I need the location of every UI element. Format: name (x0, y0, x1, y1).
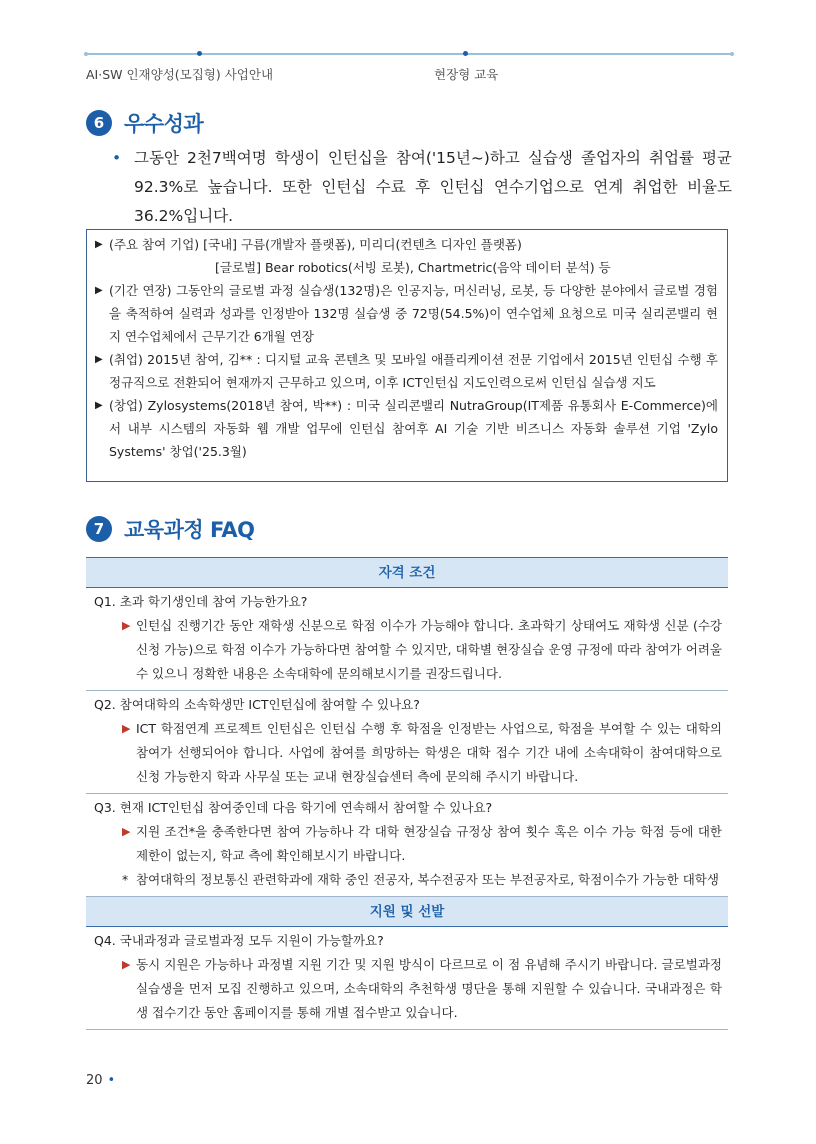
section-number-badge: 6 (86, 110, 112, 136)
faq-footnote (94, 868, 722, 892)
faq-question: Q2. 참여대학의 소속학생만 ICT인턴십에 참여할 수 있나요? (94, 697, 420, 712)
detail-item (95, 279, 718, 348)
header-rule (86, 53, 732, 55)
faq-table (86, 557, 728, 1030)
faq-footnote-text: 참여대학의 정보통신 관련학과에 재학 중인 전공자, 복수전공자 또는 부전공자로, 학점이수가 가능한 대학생 (136, 872, 719, 887)
triangle-bullet-icon: ▶ (122, 958, 131, 971)
triangle-bullet-icon: ▶ (95, 285, 103, 296)
triangle-bullet-icon: ▶ (95, 400, 103, 411)
header-rule-dot (197, 51, 202, 56)
footer-dot-icon: • (107, 1073, 116, 1088)
faq-answer-text: 동시 지원은 가능하나 과정별 지원 기간 및 지원 방식이 다르므로 이 점 유념해 주시기 바랍니다. 글로벌과정 실습생을 먼저 모집 진행하고 있으며, 소속대학의 추천학생 명단을 통해 지원할 수 있습니다. 국내과정은 학생 접수기간 동안 홈페이지를 통해 개별 접수받고 있습니다. (136, 957, 722, 1020)
faq-answer-text: 지원 조건*을 충족한다면 참여 가능하나 각 대학 현장실습 규정상 참여 횟수 혹은 이수 가능 학점 등에 대한 제한이 없는지, 학교 측에 확인해보시기 바랍니다. (136, 824, 722, 863)
faq-entry (86, 588, 728, 691)
detail-item (95, 394, 718, 463)
header-rule-dot (84, 52, 88, 56)
faq-entry (86, 691, 728, 794)
faq-category-header: 자격 조건 (86, 558, 728, 588)
faq-answer (94, 614, 722, 686)
detail-text: (취업) 2015년 참여, 김** : 디지털 교육 콘텐츠 및 모바일 애플리케이션 전문 기업에서 2015년 인턴십 수행 후 정규직으로 전환되어 현재까지 근무하고 있으며, 이후 ICT인턴십 지도인력으로써 인턴십 실습생 지도 (109, 352, 718, 390)
page-number: 20 (86, 1073, 103, 1088)
triangle-bullet-icon: ▶ (95, 239, 103, 250)
detail-item (95, 348, 718, 394)
faq-entry (86, 927, 728, 1030)
achievement-summary-text: 그동안 2천7백여명 학생이 인턴십을 참여('15년~)하고 실습생 졸업자의 취업률 평균 92.3%로 높습니다. 또한 인턴십 수료 후 인턴십 연수기업으로 연계 취업한 비율도 36.2%입니다. (134, 149, 732, 225)
detail-text: (주요 참여 기업) [국내] 구름(개발자 플랫폼), 미리디(컨텐츠 디자인 플랫폼) (109, 237, 522, 252)
header-rule-dot (463, 51, 468, 56)
faq-question: Q3. 현재 ICT인턴십 참여중인데 다음 학기에 연속해서 참여할 수 있나요? (94, 800, 493, 815)
detail-text: (기간 연장) 그동안의 글로벌 과정 실습생(132명)은 인공지능, 머신러닝, 로봇, 등 다양한 분야에서 글로벌 경험을 축적하여 실력과 성과를 인정받아 132명 실습생 중 72명(54.5%)이 연수업체 요청으로 미국 실리콘밸리 현지 연수업체에서 근무기간 6개월 연장 (109, 283, 718, 344)
section-6-heading (86, 108, 203, 138)
bullet-icon: • (112, 149, 122, 167)
header-rule-dot (730, 52, 734, 56)
triangle-bullet-icon: ▶ (95, 354, 103, 365)
page-footer (86, 1073, 115, 1088)
faq-entry (86, 794, 728, 897)
header-doc-title: AI·SW 인재양성(모집형) 사업안내 (86, 67, 274, 82)
faq-category-header: 지원 및 선발 (86, 897, 728, 927)
triangle-bullet-icon: ▶ (122, 722, 131, 735)
detail-text: (창업) Zylosystems(2018년 참여, 박**) : 미국 실리콘밸리 NutraGroup(IT제품 유통회사 E-Commerce)에서 내부 시스템의 자동화 웹 개발 업무에 인턴십 참여후 AI 기술 기반 비즈니스 자동화 솔루션 기업 'Zylo Systems' 창업('25.3월) (109, 398, 718, 459)
faq-answer (94, 717, 722, 789)
asterisk-icon: * (122, 872, 129, 887)
achievement-summary (112, 144, 732, 231)
triangle-bullet-icon: ▶ (122, 825, 131, 838)
section-7-heading (86, 514, 255, 544)
achievement-details-box (86, 229, 728, 482)
detail-item-continued: [글로벌] Bear robotics(서빙 로봇), Chartmetric(음악 데이터 분석) 등 (215, 260, 611, 275)
faq-answer-text: 인턴십 진행기간 동안 재학생 신분으로 학점 이수가 가능해야 합니다. 초과학기 상태여도 재학생 신분 (수강신청 가능)으로 학점 이수가 가능하다면 참여할 수 있지만, 대학별 현장실습 운영 규정에 따라 참여가 어려울 수 있으니 정확한 내용은 소속대학에 문의해보시기를 권장드립니다. (136, 618, 722, 681)
triangle-bullet-icon: ▶ (122, 619, 131, 632)
section-number-badge: 7 (86, 516, 112, 542)
detail-item (95, 233, 718, 256)
faq-question: Q1. 초과 학기생인데 참여 가능한가요? (94, 594, 308, 609)
section-title: 교육과정 FAQ (124, 518, 255, 542)
faq-answer-text: ICT 학점연계 프로젝트 인턴십은 인턴십 수행 후 학점을 인정받는 사업으로, 학점을 부여할 수 있는 대학의 참여가 선행되어야 합니다. 사업에 참여를 희망하는 학생은 대학 접수 기간 내에 소속대학이 참여대학으로 신청 가능한지 학과 사무실 또는 교내 현장실습센터 측에 문의해 주시기 바랍니다. (136, 721, 722, 784)
section-title: 우수성과 (124, 112, 204, 136)
faq-question: Q4. 국내과정과 글로벌과정 모두 지원이 가능할까요? (94, 933, 384, 948)
faq-answer (94, 953, 722, 1025)
faq-answer (94, 820, 722, 868)
header-section-name: 현장형 교육 (434, 67, 499, 82)
